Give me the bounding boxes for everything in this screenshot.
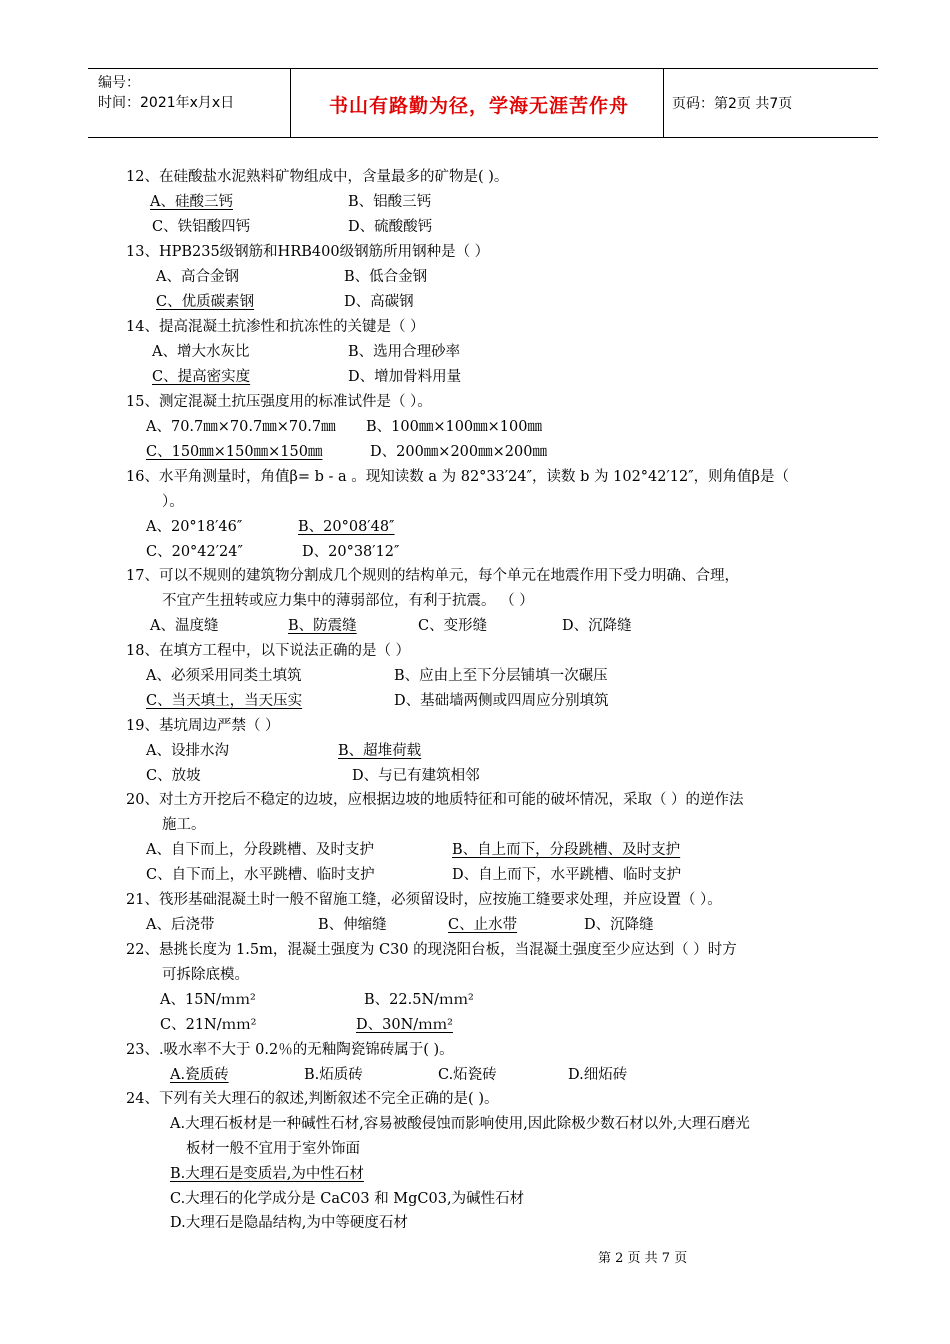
question-14-stem: 14、提高混凝土抗渗性和抗冻性的关键是（ ） [126,319,425,335]
q23-option-d: D.细炻砖 [568,1067,628,1083]
q24-option-b: B.大理石是变质岩,为中性石材 [170,1166,364,1182]
q18-option-d: D、基础墙两侧或四周应分别填筑 [394,693,609,709]
q13-option-c: C、优质碳素钢 [156,294,255,310]
q19-option-d: D、与已有建筑相邻 [352,768,480,784]
q12-option-b: B、铝酸三钙 [348,194,432,210]
q20-option-c: C、自下而上，水平跳槽、临时支护 [146,867,375,883]
question-15-stem: 15、测定混凝土抗压强度用的标准试件是（ ）。 [126,394,432,410]
q22-option-c: C、21N/ｍｍ² [160,1017,257,1033]
q16-option-c: C、20°42′24″ [146,544,243,560]
q23-option-b: B.炻质砖 [304,1067,363,1083]
question-23-stem: 23、.吸水率不大于 0.2％的无釉陶瓷锦砖属于( )。 [126,1042,454,1058]
q24-option-c: C.大理石的化学成分是 CaC03 和 MgC03,为碱性石材 [170,1191,525,1207]
header-meta [98,73,234,113]
question-22-stem: 22、悬挑长度为 1.5m，混凝土强度为 C30 的现浇阳台板，当混凝土强度至少应达到（ ）时方 [126,942,737,958]
q12-option-c: C、铁铝酸四钙 [152,219,251,235]
q21-option-a: A、后浇带 [146,917,215,933]
question-13-stem: 13、HPB235级钢筋和HRB400级钢筋所用钢种是（ ） [126,244,490,260]
header-page-label: 页码：第2页 共7页 [672,96,793,112]
question-12-stem: 12、在硅酸盐水泥熟料矿物组成中，含量最多的矿物是( )。 [126,169,509,185]
question-17-stem-cont: 不宜产生扭转或应力集中的薄弱部位，有利于抗震。 （ ） [162,593,534,609]
q18-option-b: B、应由上至下分层铺填一次碾压 [394,668,608,684]
header-divider-left [290,69,291,137]
q18-option-a: A、必须采用同类土填筑 [146,668,302,684]
time-label: 时间：2021年x月x日 [98,95,235,111]
header-motto: 书山有路勤为径，学海无涯苦作舟 [328,95,629,117]
q12-option-a: A、硅酸三钙 [150,194,233,210]
q21-option-b: B、伸缩缝 [318,917,387,933]
q22-option-b: B、22.5N/ｍｍ² [364,992,474,1008]
page-header [88,68,878,138]
q22-option-d: D、30N/ｍｍ² [356,1017,453,1033]
q14-option-d: D、增加骨料用量 [348,369,462,385]
q23-option-c: C.炻瓷砖 [438,1067,497,1083]
q13-option-a: A、高合金钢 [156,269,239,285]
question-20-stem-cont: 施工。 [162,817,206,833]
q13-option-d: D、高碳钢 [344,294,414,310]
q17-option-a: A、温度缝 [150,618,219,634]
question-20-stem: 20、对土方开挖后不稳定的边坡，应根据边坡的地质特征和可能的破坏情况，采取（ ）的逆作法 [126,792,744,808]
q15-option-a: A、70.7㎜×70.7㎜×70.7㎜ [146,419,336,435]
q23-option-a: A.瓷质砖 [170,1067,229,1083]
q22-option-a: A、15N/ｍｍ² [160,992,256,1008]
question-22-stem-cont: 可拆除底模。 [162,967,249,983]
q21-option-c: C、止水带 [448,917,518,933]
q14-option-a: A、增大水灰比 [152,344,250,360]
q19-option-a: A、设排水沟 [146,743,229,759]
q17-option-c: C、变形缝 [418,618,488,634]
question-21-stem: 21、筏形基础混凝土时一般不留施工缝，必须留设时，应按施工缝要求处理，并应设置（ ）。 [126,892,722,908]
question-19-stem: 19、基坑周边严禁（ ） [126,718,280,734]
question-24-stem: 24、下列有关大理石的叙述,判断叙述不完全正确的是( )。 [126,1091,499,1107]
question-16-stem-cont: ）。 [162,494,184,510]
q14-option-c: C、提高密实度 [152,369,251,385]
q13-option-b: B、低合金钢 [344,269,428,285]
q24-option-d: D.大理石是隐晶结构,为中等硬度石材 [170,1215,408,1231]
q19-option-c: C、放坡 [146,768,201,784]
q17-option-b: B、防震缝 [288,618,357,634]
page-footer: 第 2 页 共 7 页 [598,1251,688,1266]
question-16-stem: 16、水平角测量时，角值β= b - a 。现知读数 a 为 82°33′24″，读数 b 为 102°42′12″，则角值β是（ [126,469,790,485]
q20-option-d: D、自上而下，水平跳槽、临时支护 [452,867,682,883]
q14-option-b: B、选用合理砂率 [348,344,461,360]
q16-option-a: A、20°18′46″ [146,519,243,535]
q15-option-b: B、100㎜×100㎜×100㎜ [366,419,542,435]
q24-option-a: A.大理石板材是一种碱性石材,容易被酸侵蚀而影响使用,因此除极少数石材以外,大理石磨光 [170,1116,750,1132]
q16-option-b: B、20°08′48″ [298,519,395,535]
q19-option-b: B、超堆荷载 [338,743,422,759]
q24-option-a-cont: 板材一般不宜用于室外饰面 [186,1141,360,1157]
q21-option-d: D、沉降缝 [584,917,654,933]
q15-option-c: C、150㎜×150㎜×150㎜ [146,444,323,460]
question-18-stem: 18、在填方工程中，以下说法正确的是（ ） [126,643,411,659]
q12-option-d: D、硫酸酸钙 [348,219,433,235]
q20-option-a: A、自下而上，分段跳槽、及时支护 [146,842,374,858]
q15-option-d: D、200㎜×200㎜×200㎜ [370,444,547,460]
q16-option-d: D、20°38′12″ [302,544,400,560]
serial-label: 编号： [98,75,140,91]
question-17-stem: 17、可以不规则的建筑物分割成几个规则的结构单元，每个单元在地震作用下受力明确、合理， [126,568,739,584]
q20-option-b: B、自上而下，分段跳槽、及时支护 [452,842,681,858]
q18-option-c: C、当天填土，当天压实 [146,693,303,709]
q17-option-d: D、沉降缝 [562,618,632,634]
